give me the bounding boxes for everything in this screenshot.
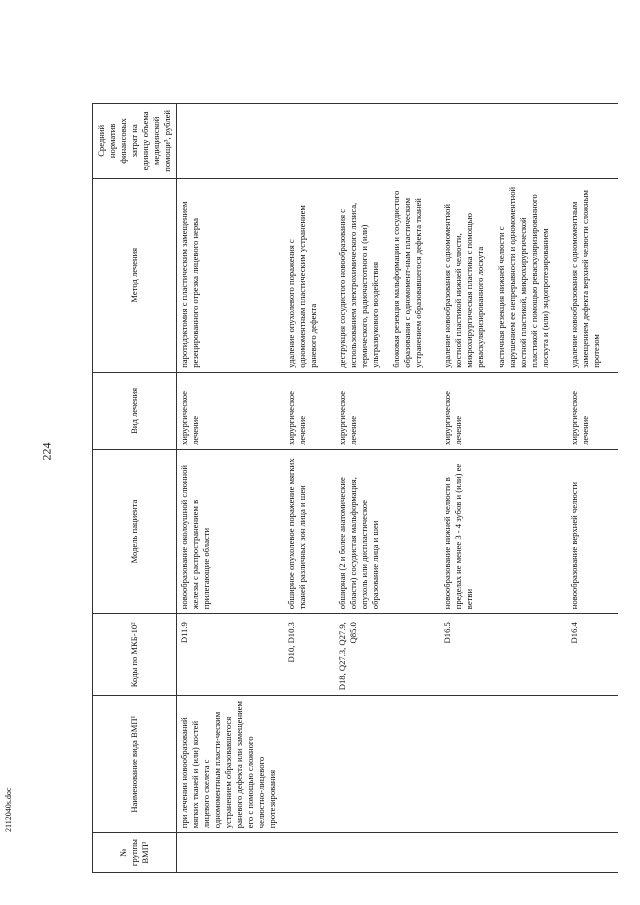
cell-treatment-method xyxy=(335,178,440,372)
cell-group-number xyxy=(567,833,618,873)
cell-icd-codes: D16.4 xyxy=(567,614,618,696)
header-treatment-method: Метод лечения xyxy=(93,178,177,372)
method-text: частичная резекция нижней челюсти с нарушением ее непрерывности и одномоментной костной пластикой, микрохирургической пластикой с помощью реваскуляризированного лоскута и (или) эндопротезированием xyxy=(496,186,550,368)
method-text: блоковая резекция мальформации и сосудистого образования с одномомент-ным пластическим устранением образовавшегося дефекта тканей xyxy=(391,190,423,368)
cell-treatment-type: хирургическое лечение xyxy=(440,372,567,449)
cell-treatment-method xyxy=(177,178,285,372)
cell-icd-codes: D10, D10.3 xyxy=(284,614,335,696)
vmp-table xyxy=(92,103,618,873)
footer-doc-name: 2112040s.doc xyxy=(4,787,13,832)
cell-vmp-name xyxy=(440,696,567,833)
cell-group-number xyxy=(284,833,335,873)
cell-patient-model: новообразование нижней челюсти в пределах не менее 3 - 4 зубов и (или) ее ветви xyxy=(440,449,567,613)
table-row xyxy=(177,104,285,873)
cell-patient-model: новообразование верхней челюсти xyxy=(567,449,618,613)
cell-patient-model: обширная (2 и более анатомические области) сосудистая мальформация, опухоль или диспластическое образование лица и шеи xyxy=(335,449,440,613)
cell-treatment-type: хирургическое лечение xyxy=(284,372,335,449)
cell-group-number xyxy=(335,833,440,873)
cell-group-number xyxy=(440,833,567,873)
cell-treatment-type: хирургическое лечение xyxy=(335,372,440,449)
cell-average-cost xyxy=(284,104,335,179)
cell-treatment-type: хирургическое лечение xyxy=(567,372,618,449)
cell-patient-model: обширное опухолевое поражение мягких тканей различных зон лица и шеи xyxy=(284,449,335,613)
cell-treatment-method xyxy=(567,178,618,372)
cell-average-cost xyxy=(567,104,618,179)
table-row xyxy=(440,104,567,873)
cell-treatment-method xyxy=(284,178,335,372)
header-treatment-type: Вид лечения xyxy=(93,372,177,449)
table-row xyxy=(335,104,440,873)
table-header-row xyxy=(93,104,177,873)
header-average-cost: Средний норматив финансовых затрат на единицу объема медицинской помощи³, рублей xyxy=(93,104,177,179)
cell-vmp-name xyxy=(284,696,335,833)
header-patient-model: Модель пациента xyxy=(93,449,177,613)
cell-icd-codes: D11.9 xyxy=(177,614,285,696)
cell-vmp-name xyxy=(567,696,618,833)
cell-average-cost xyxy=(335,104,440,179)
method-text: удаление опухолевого поражения с одномоментным пластическим устранением раневого дефекта xyxy=(286,205,318,368)
table-row xyxy=(284,104,335,873)
cell-group-number xyxy=(177,833,285,873)
cell-treatment-type: хирургическое лечение xyxy=(177,372,285,449)
cell-icd-codes: D18, Q27.3, Q27.9, Q85.0 xyxy=(335,614,440,696)
header-icd-codes: Коды по МКБ-10² xyxy=(93,614,177,696)
cell-average-cost xyxy=(177,104,285,179)
method-text: удаление новообразования с одномоментным замещением дефекта верхней челюсти сложным протезом xyxy=(569,190,601,368)
header-vmp-name: Наименование вида ВМП¹ xyxy=(93,696,177,833)
cell-treatment-method xyxy=(440,178,567,372)
cell-vmp-name xyxy=(335,696,440,833)
cell-average-cost xyxy=(440,104,567,179)
cell-icd-codes: D16.5 xyxy=(440,614,567,696)
method-text: удаление новообразования с одномоментной костной пластикой нижней челюсти, микрохирургическая пластика с помощью реваскуляризированного лоскута xyxy=(442,204,485,368)
cell-patient-model: новообразование околоушной слюнной железы с распространением в прилегающие области xyxy=(177,449,285,613)
table-row xyxy=(567,104,618,873)
method-text: деструкция сосудистого новообразования с использованием электрохимического лизиса, термического, радиочастотного и (или) ультразвукового воздействия xyxy=(337,202,380,368)
method-text: паротидэктомия с пластическим замещением резецированного отрезка лицевого нерва xyxy=(179,201,200,368)
cell-vmp-name: при лечении новообразований мягких тканей и (или) костей лицевого скелета с одномоментным пласти-ческим устранением образовавшегося раневого дефекта или замещением его с помощью сложного челюстно-лицевого протезирования xyxy=(177,696,285,833)
header-group-number: № группы ВМП¹ xyxy=(93,833,177,873)
rotated-table-container xyxy=(92,103,627,873)
page-number: 224 xyxy=(39,442,54,461)
